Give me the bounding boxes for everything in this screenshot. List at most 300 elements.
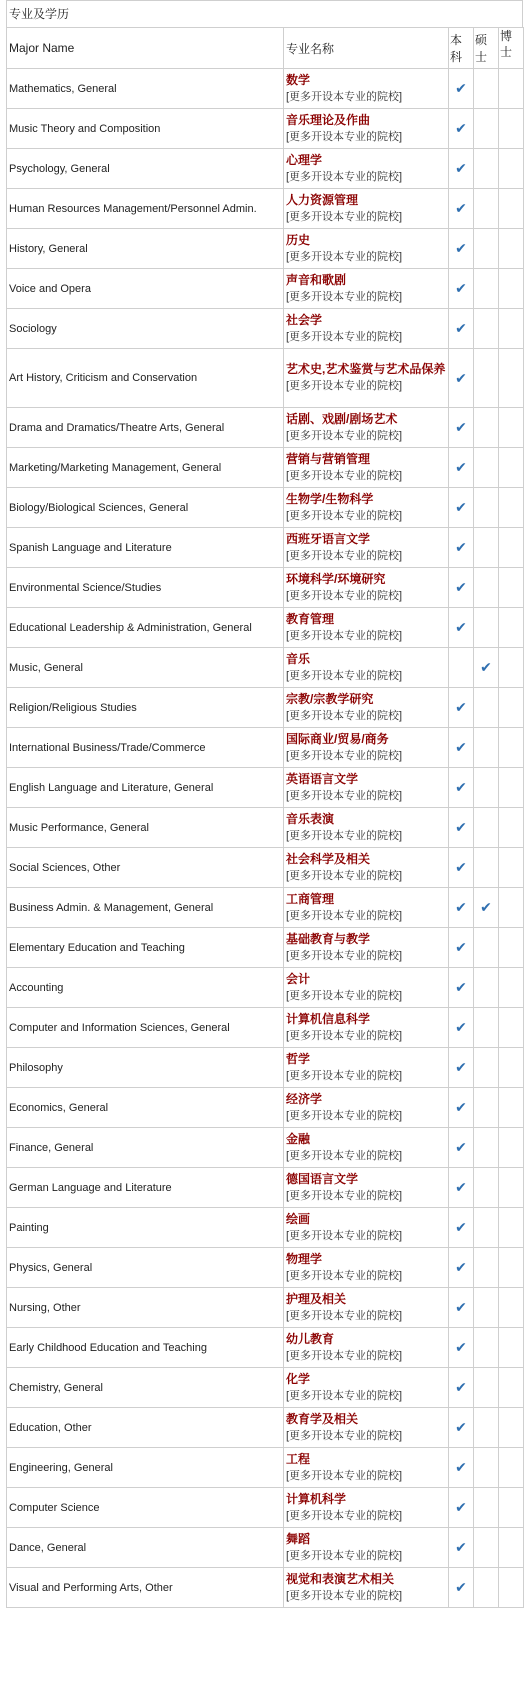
bachelor-cell	[449, 928, 474, 968]
doctor-cell	[499, 1048, 524, 1088]
doctor-cell	[499, 1008, 524, 1048]
major-name-en: Social Sciences, Other	[7, 848, 284, 888]
master-cell	[474, 808, 499, 848]
table-row	[7, 888, 524, 928]
major-link[interactable]: 德国语言文学	[286, 1171, 359, 1186]
master-cell	[474, 768, 499, 808]
major-name-cn-cell	[284, 648, 449, 688]
bachelor-cell	[449, 269, 474, 309]
major-link[interactable]: 营销与营销管理	[286, 451, 371, 466]
major-name-cn-cell	[284, 928, 449, 968]
doctor-cell	[499, 69, 524, 109]
bachelor-cell	[449, 1248, 474, 1288]
major-name-en: Voice and Opera	[7, 269, 284, 309]
bachelor-cell	[449, 1408, 474, 1448]
master-cell	[474, 608, 499, 648]
doctor-cell	[499, 488, 524, 528]
header-bachelor: 本科	[449, 28, 474, 69]
major-name-en: Religion/Religious Studies	[7, 688, 284, 728]
major-link[interactable]: 音乐表演	[286, 811, 335, 826]
check-icon: ✔	[455, 120, 467, 136]
more-schools-link[interactable]: [更多开设本专业的院校]	[286, 469, 403, 482]
major-name-cn-cell	[284, 568, 449, 608]
master-cell	[474, 568, 499, 608]
doctor-cell	[499, 808, 524, 848]
major-link[interactable]: 历史	[286, 232, 311, 247]
check-icon: ✔	[455, 1379, 467, 1395]
check-icon: ✔	[455, 1259, 467, 1275]
major-name-en: Finance, General	[7, 1128, 284, 1168]
major-link[interactable]: 宗教/宗教学研究	[286, 691, 374, 706]
table-row	[7, 1408, 524, 1448]
more-schools-link[interactable]: [更多开设本专业的院校]	[286, 629, 403, 642]
table-row	[7, 568, 524, 608]
major-name-cn-cell	[284, 448, 449, 488]
master-cell	[474, 349, 499, 408]
check-icon: ✔	[455, 1219, 467, 1235]
major-name-cn-cell	[284, 149, 449, 189]
doctor-cell	[499, 269, 524, 309]
major-name-en: Painting	[7, 1208, 284, 1248]
check-icon: ✔	[455, 1139, 467, 1155]
check-icon: ✔	[455, 160, 467, 176]
major-name-en: Accounting	[7, 968, 284, 1008]
major-name-en: Education, Other	[7, 1408, 284, 1448]
table-row	[7, 109, 524, 149]
bachelor-cell	[449, 808, 474, 848]
major-name-cn-cell	[284, 1248, 449, 1288]
table-row	[7, 1328, 524, 1368]
doctor-cell	[499, 1088, 524, 1128]
table-row	[7, 229, 524, 269]
more-schools-link[interactable]: [更多开设本专业的院校]	[286, 210, 403, 223]
major-link[interactable]: 计算机科学	[286, 1491, 347, 1506]
master-cell	[474, 968, 499, 1008]
major-name-cn-cell	[284, 1488, 449, 1528]
doctor-cell	[499, 848, 524, 888]
more-schools-link[interactable]: [更多开设本专业的院校]	[286, 1509, 403, 1522]
bachelor-cell	[449, 848, 474, 888]
more-schools-link[interactable]: [更多开设本专业的院校]	[286, 1229, 403, 1242]
master-cell	[474, 888, 499, 928]
bachelor-cell	[449, 1128, 474, 1168]
master-cell	[474, 728, 499, 768]
major-name-en: Nursing, Other	[7, 1288, 284, 1328]
major-name-cn-cell	[284, 1528, 449, 1568]
major-name-en: International Business/Trade/Commerce	[7, 728, 284, 768]
table-row	[7, 349, 524, 408]
major-link[interactable]: 西班牙语言文学	[286, 531, 371, 546]
more-schools-link[interactable]: [更多开设本专业的院校]	[286, 130, 403, 143]
major-name-en: Psychology, General	[7, 149, 284, 189]
majors-panel	[6, 0, 523, 1608]
more-schools-link[interactable]: [更多开设本专业的院校]	[286, 789, 403, 802]
major-link[interactable]: 英语语言文学	[286, 771, 359, 786]
major-link[interactable]: 音乐理论及作曲	[286, 112, 371, 127]
bachelor-cell	[449, 1168, 474, 1208]
major-name-cn-cell	[284, 768, 449, 808]
major-name-en: Elementary Education and Teaching	[7, 928, 284, 968]
major-link[interactable]: 心理学	[286, 152, 323, 167]
more-schools-link[interactable]: [更多开设本专业的院校]	[286, 909, 403, 922]
major-link[interactable]: 视觉和表演艺术相关	[286, 1571, 395, 1586]
major-name-en: Early Childhood Education and Teaching	[7, 1328, 284, 1368]
master-cell	[474, 1248, 499, 1288]
doctor-cell	[499, 408, 524, 448]
doctor-cell	[499, 1528, 524, 1568]
more-schools-link[interactable]: [更多开设本专业的院校]	[286, 1189, 403, 1202]
more-schools-link[interactable]: [更多开设本专业的院校]	[286, 429, 403, 442]
check-icon: ✔	[455, 1179, 467, 1195]
check-icon: ✔	[455, 859, 467, 875]
master-cell	[474, 1128, 499, 1168]
check-icon: ✔	[455, 1019, 467, 1035]
major-name-cn-cell	[284, 728, 449, 768]
major-name-en: German Language and Literature	[7, 1168, 284, 1208]
more-schools-link[interactable]: [更多开设本专业的院校]	[286, 709, 403, 722]
table-row	[7, 968, 524, 1008]
major-name-cn-cell	[284, 848, 449, 888]
major-name-en: Art History, Criticism and Conservation	[7, 349, 284, 408]
check-icon: ✔	[455, 1499, 467, 1515]
header-major-name-cn: 专业名称	[284, 28, 449, 69]
master-cell	[474, 229, 499, 269]
bachelor-cell	[449, 488, 474, 528]
major-name-cn-cell	[284, 1328, 449, 1368]
major-link[interactable]: 数学	[286, 72, 311, 87]
major-link[interactable]: 人力资源管理	[286, 192, 359, 207]
major-name-cn-cell	[284, 968, 449, 1008]
major-name-cn-cell	[284, 1128, 449, 1168]
master-cell	[474, 648, 499, 688]
major-name-en: Economics, General	[7, 1088, 284, 1128]
major-link[interactable]: 金融	[286, 1131, 311, 1146]
doctor-cell	[499, 309, 524, 349]
check-icon: ✔	[455, 1539, 467, 1555]
bachelor-cell	[449, 688, 474, 728]
check-icon: ✔	[455, 1339, 467, 1355]
major-name-cn-cell	[284, 528, 449, 568]
master-cell	[474, 1528, 499, 1568]
table-row	[7, 1088, 524, 1128]
major-name-cn-cell	[284, 229, 449, 269]
more-schools-link[interactable]: [更多开设本专业的院校]	[286, 380, 403, 392]
major-link[interactable]: 经济学	[286, 1091, 323, 1106]
major-name-en: Computer Science	[7, 1488, 284, 1528]
more-schools-link[interactable]: [更多开设本专业的院校]	[286, 589, 403, 602]
more-schools-link[interactable]: [更多开设本专业的院校]	[286, 1149, 403, 1162]
major-link[interactable]: 社会学	[286, 312, 323, 327]
check-icon: ✔	[455, 779, 467, 795]
table-row	[7, 408, 524, 448]
table-row	[7, 1488, 524, 1528]
more-schools-link[interactable]: [更多开设本专业的院校]	[286, 949, 403, 962]
table-row	[7, 928, 524, 968]
more-schools-link[interactable]: [更多开设本专业的院校]	[286, 1589, 403, 1602]
check-icon: ✔	[455, 819, 467, 835]
table-row	[7, 269, 524, 309]
master-cell	[474, 109, 499, 149]
table-row	[7, 1048, 524, 1088]
major-link[interactable]: 环境科学/环境研究	[286, 571, 386, 586]
more-schools-link[interactable]: [更多开设本专业的院校]	[286, 1269, 403, 1282]
table-row	[7, 1568, 524, 1608]
more-schools-link[interactable]: [更多开设本专业的院校]	[286, 989, 403, 1002]
check-icon: ✔	[455, 1459, 467, 1475]
major-name-en: Music, General	[7, 648, 284, 688]
table-row	[7, 1528, 524, 1568]
table-row	[7, 1208, 524, 1248]
table-row	[7, 149, 524, 189]
doctor-cell	[499, 688, 524, 728]
doctor-cell	[499, 1488, 524, 1528]
major-link[interactable]: 话剧、戏剧/剧场艺术	[286, 411, 398, 426]
check-icon: ✔	[455, 1099, 467, 1115]
master-cell	[474, 488, 499, 528]
doctor-cell	[499, 349, 524, 408]
more-schools-link[interactable]: [更多开设本专业的院校]	[286, 1469, 403, 1482]
major-link[interactable]: 物理学	[286, 1251, 323, 1266]
bachelor-cell	[449, 1328, 474, 1368]
master-cell	[474, 189, 499, 229]
major-name-en: Music Performance, General	[7, 808, 284, 848]
doctor-cell	[499, 768, 524, 808]
header-master: 硕士	[474, 28, 499, 69]
more-schools-link[interactable]: [更多开设本专业的院校]	[286, 330, 403, 343]
table-header-row	[7, 28, 524, 69]
doctor-cell	[499, 1208, 524, 1248]
major-link[interactable]: 国际商业/贸易/商务	[286, 731, 389, 746]
major-link[interactable]: 生物学/生物科学	[286, 491, 374, 506]
major-name-cn-cell	[284, 1208, 449, 1248]
bachelor-cell	[449, 528, 474, 568]
major-name-en: Marketing/Marketing Management, General	[7, 448, 284, 488]
bachelor-cell	[449, 349, 474, 408]
more-schools-link[interactable]: [更多开设本专业的院校]	[286, 1349, 403, 1362]
major-link[interactable]: 绘画	[286, 1211, 311, 1226]
master-cell	[474, 1008, 499, 1048]
major-name-en: English Language and Literature, General	[7, 768, 284, 808]
table-row	[7, 1168, 524, 1208]
master-cell	[474, 1448, 499, 1488]
major-name-cn-cell	[284, 808, 449, 848]
more-schools-link[interactable]: [更多开设本专业的院校]	[286, 1309, 403, 1322]
more-schools-link[interactable]: [更多开设本专业的院校]	[286, 170, 403, 183]
major-name-en: Biology/Biological Sciences, General	[7, 488, 284, 528]
major-link[interactable]: 教育学及相关	[286, 1411, 359, 1426]
check-icon: ✔	[455, 1059, 467, 1075]
check-icon: ✔	[455, 240, 467, 256]
more-schools-link[interactable]: [更多开设本专业的院校]	[286, 869, 403, 882]
major-link[interactable]: 艺术史,艺术鉴赏与艺术品保养	[286, 362, 446, 376]
bachelor-cell	[449, 648, 474, 688]
check-icon: ✔	[455, 200, 467, 216]
check-icon: ✔	[455, 899, 467, 915]
doctor-cell	[499, 648, 524, 688]
check-icon: ✔	[455, 579, 467, 595]
check-icon: ✔	[455, 739, 467, 755]
check-icon: ✔	[455, 280, 467, 296]
bachelor-cell	[449, 968, 474, 1008]
master-cell	[474, 1568, 499, 1608]
master-cell	[474, 1048, 499, 1088]
major-name-en: Human Resources Management/Personnel Admin.	[7, 189, 284, 229]
major-name-cn-cell	[284, 608, 449, 648]
major-link[interactable]: 声音和歌剧	[286, 272, 347, 287]
doctor-cell	[499, 1368, 524, 1408]
major-name-cn-cell	[284, 269, 449, 309]
bachelor-cell	[449, 1288, 474, 1328]
bachelor-cell	[449, 1008, 474, 1048]
table-row	[7, 848, 524, 888]
doctor-cell	[499, 888, 524, 928]
bachelor-cell	[449, 1088, 474, 1128]
table-row	[7, 688, 524, 728]
major-name-cn-cell	[284, 1408, 449, 1448]
major-link[interactable]: 哲学	[286, 1051, 311, 1066]
doctor-cell	[499, 568, 524, 608]
major-name-cn-cell	[284, 1168, 449, 1208]
more-schools-link[interactable]: [更多开设本专业的院校]	[286, 829, 403, 842]
more-schools-link[interactable]: [更多开设本专业的院校]	[286, 1069, 403, 1082]
major-link[interactable]: 幼儿教育	[286, 1331, 335, 1346]
bachelor-cell	[449, 309, 474, 349]
major-link[interactable]: 教育管理	[286, 611, 335, 626]
bachelor-cell	[449, 229, 474, 269]
majors-table	[6, 27, 524, 1608]
check-icon: ✔	[455, 1579, 467, 1595]
check-icon: ✔	[480, 899, 492, 915]
major-name-cn-cell	[284, 309, 449, 349]
header-major-name: Major Name	[7, 28, 284, 69]
check-icon: ✔	[455, 979, 467, 995]
check-icon: ✔	[455, 619, 467, 635]
more-schools-link[interactable]: [更多开设本专业的院校]	[286, 1109, 403, 1122]
more-schools-link[interactable]: [更多开设本专业的院校]	[286, 1549, 403, 1562]
major-link[interactable]: 工商管理	[286, 891, 335, 906]
doctor-cell	[499, 1328, 524, 1368]
more-schools-link[interactable]: [更多开设本专业的院校]	[286, 250, 403, 263]
check-icon: ✔	[455, 459, 467, 475]
more-schools-link[interactable]: [更多开设本专业的院校]	[286, 749, 403, 762]
master-cell	[474, 448, 499, 488]
major-name-en: Visual and Performing Arts, Other	[7, 1568, 284, 1608]
major-name-en: Physics, General	[7, 1248, 284, 1288]
major-name-en: Educational Leadership & Administration, General	[7, 608, 284, 648]
table-row	[7, 528, 524, 568]
master-cell	[474, 928, 499, 968]
more-schools-link[interactable]: [更多开设本专业的院校]	[286, 669, 403, 682]
master-cell	[474, 1208, 499, 1248]
more-schools-link[interactable]: [更多开设本专业的院校]	[286, 290, 403, 303]
major-link[interactable]: 基础教育与教学	[286, 931, 371, 946]
bachelor-cell	[449, 608, 474, 648]
section-title: 专业及学历	[6, 0, 523, 27]
table-row	[7, 69, 524, 109]
check-icon: ✔	[455, 419, 467, 435]
doctor-cell	[499, 189, 524, 229]
major-link[interactable]: 会计	[286, 971, 311, 986]
major-name-en: Chemistry, General	[7, 1368, 284, 1408]
more-schools-link[interactable]: [更多开设本专业的院校]	[286, 1389, 403, 1402]
major-name-en: History, General	[7, 229, 284, 269]
master-cell	[474, 309, 499, 349]
major-name-en: Engineering, General	[7, 1448, 284, 1488]
doctor-cell	[499, 528, 524, 568]
major-name-cn-cell	[284, 69, 449, 109]
major-link[interactable]: 舞蹈	[286, 1531, 311, 1546]
check-icon: ✔	[455, 499, 467, 515]
major-name-cn-cell	[284, 1008, 449, 1048]
table-row	[7, 1448, 524, 1488]
bachelor-cell	[449, 568, 474, 608]
major-link[interactable]: 护理及相关	[286, 1291, 347, 1306]
major-link[interactable]: 工程	[286, 1451, 311, 1466]
major-name-en: Philosophy	[7, 1048, 284, 1088]
check-icon: ✔	[455, 80, 467, 96]
table-row	[7, 1128, 524, 1168]
more-schools-link[interactable]: [更多开设本专业的院校]	[286, 549, 403, 562]
bachelor-cell	[449, 1528, 474, 1568]
master-cell	[474, 1288, 499, 1328]
master-cell	[474, 1168, 499, 1208]
bachelor-cell	[449, 69, 474, 109]
doctor-cell	[499, 968, 524, 1008]
major-name-en: Music Theory and Composition	[7, 109, 284, 149]
more-schools-link[interactable]: [更多开设本专业的院校]	[286, 509, 403, 522]
bachelor-cell	[449, 1208, 474, 1248]
major-name-cn-cell	[284, 408, 449, 448]
more-schools-link[interactable]: [更多开设本专业的院校]	[286, 1029, 403, 1042]
table-row	[7, 448, 524, 488]
major-name-en: Business Admin. & Management, General	[7, 888, 284, 928]
doctor-cell	[499, 928, 524, 968]
major-name-cn-cell	[284, 1568, 449, 1608]
major-link[interactable]: 化学	[286, 1371, 311, 1386]
major-link[interactable]: 社会科学及相关	[286, 851, 371, 866]
major-name-cn-cell	[284, 488, 449, 528]
check-icon: ✔	[455, 699, 467, 715]
table-row	[7, 309, 524, 349]
major-name-cn-cell	[284, 1048, 449, 1088]
major-name-cn-cell	[284, 109, 449, 149]
check-icon: ✔	[455, 320, 467, 336]
major-name-en: Drama and Dramatics/Theatre Arts, General	[7, 408, 284, 448]
bachelor-cell	[449, 149, 474, 189]
doctor-cell	[499, 728, 524, 768]
master-cell	[474, 1368, 499, 1408]
doctor-cell	[499, 1128, 524, 1168]
major-name-cn-cell	[284, 688, 449, 728]
major-name-en: Sociology	[7, 309, 284, 349]
bachelor-cell	[449, 1448, 474, 1488]
bachelor-cell	[449, 1368, 474, 1408]
master-cell	[474, 688, 499, 728]
check-icon: ✔	[455, 1419, 467, 1435]
check-icon: ✔	[455, 1299, 467, 1315]
check-icon: ✔	[455, 539, 467, 555]
more-schools-link[interactable]: [更多开设本专业的院校]	[286, 1429, 403, 1442]
table-row	[7, 728, 524, 768]
doctor-cell	[499, 608, 524, 648]
table-row	[7, 488, 524, 528]
major-link[interactable]: 音乐	[286, 651, 311, 666]
table-row	[7, 1288, 524, 1328]
doctor-cell	[499, 149, 524, 189]
major-link[interactable]: 计算机信息科学	[286, 1011, 371, 1026]
bachelor-cell	[449, 189, 474, 229]
more-schools-link[interactable]: [更多开设本专业的院校]	[286, 90, 403, 103]
